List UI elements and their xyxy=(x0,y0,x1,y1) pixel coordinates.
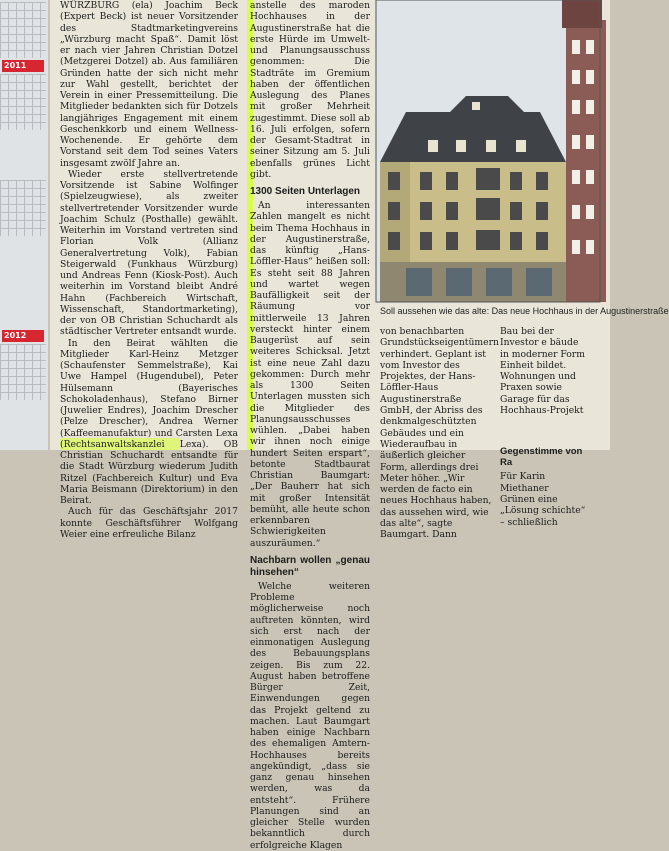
subheading: Gegenstimme von Ra xyxy=(500,446,583,469)
article-paragraph: Wieder erste stellvertretende Vorsitzende ist Sabine Wolfinger (Spielzeugwiese), als zweiter stellvertretender Vorsitzender wurde Joachim Schulz (Posthalle) gewählt. Weiterhin im Vorstand vertreten sind Florian Volk (Allianz Generalvertretung Volk), Fabian Steigerwald (Funkhaus Würzburg) und Andreas Fenn (Kiosk-Post). Auch weiterhin im Vorstand bleibt André Hahn (Fachbereich Wirtschaft, Wissenschaft, Standortmarketing), der von OB Christian Schuchardt als städtischer Vertreter entsandt wurde. xyxy=(60,168,238,338)
article-paragraph: Auch für das Geschäftsjahr 2017 konnte Geschäftsführer Wolfgang Weier eine erfreuliche Bilanz xyxy=(60,506,238,540)
article-column-bottom-right xyxy=(500,326,586,528)
article-paragraph: Bau bei der Investor e bäude in moderner Form Einheit bildet. Wohnungen und Praxen sowie Garage für das Hochhaus-Projekt xyxy=(500,326,585,417)
article-paragraph: In den Beirat wählten die Mitglieder Karl-Heinz Metzger (Schaufenster Semmelstraße), Kai Uwe Hampel (Hugendubel), Peter Hülsemann (Bayerisches Schokoladenhaus), Stefano Birner (Juwelier Endres), Joachim Drescher (Pelze Drescher), Andrea Werner (Kaffeemanufaktur) und Carsten Lexa (Rechtsanwaltskanzlei Lexa). OB Christian Schuchardt entsandte für die Stadt Würzburg wiederum Judith Ritzel (Fachbereich Kultur) und Eva Maria Beismann (Direktorium) in den Beirat. xyxy=(60,337,238,506)
subheading: Nachbarn wollen „genau hinsehen“ xyxy=(250,554,370,578)
article-paragraph: Für Karin Miethaner Grünen eine „Lösung schichte“ – schließlich xyxy=(500,471,586,528)
article-column-hochhaus xyxy=(250,0,370,851)
building-photo xyxy=(376,0,600,302)
calendar-year-label: 2012 xyxy=(2,330,44,342)
calendar-year-label: 2011 xyxy=(2,60,44,72)
building-illustration xyxy=(376,0,600,302)
article-paragraph: WÜRZBURG (ela) Joachim Beck (Expert Beck) ist neuer Vorsitzender des Stadtmarketingvereins „Würzburg macht Spaß“. Damit löst er nach vier Jahren Christian Dotzel (Metzgerei Dotzel) ab. Aus familiären Gründen hatte der sich nicht mehr zur Wahl gestellt, berichtet der Verein in einer Pressemitteilung. Die Mitglieder bedankten sich für Dotzels langjähriges Engagement mit einem Geschenkkorb und einem Wellness-Wochenende. Er gehörte dem Vorstand seit dem Tod seines Vaters insgesamt zwölf Jahre an. xyxy=(60,0,238,169)
article-column-stadtmarketing xyxy=(60,0,238,540)
article-paragraph: Welche weiteren Probleme möglicherweise noch auftreten könnten, wird sich erst nach der einmonatigen Auslegung des Bebauungsplans zeigen. Bis zum 22. August haben betroffene Bürger Zeit, Einwendungen gegen das Projekt geltend zu machen. Laut Baumgart haben einige Nachbarn des ehemaligen Amtern-Hochhauses bereits angekündigt, „dass sie ganz genau hinsehen werden, was da entsteht“. Frühere Planungen sind an gleicher Stelle wurden bekanntlich durch erfolgreiche Klagen xyxy=(250,580,370,851)
subheading: 1300 Seiten Unterlagen xyxy=(250,186,361,197)
photo-caption: Soll aussehen wie das alte: Das neue Hochhaus in der Augustinerstraße xyxy=(380,306,669,316)
article-column-bottom: von benachbarten Grundstückseigentümern verhindert. Geplant ist vom Investor des Projektes, der Hans-Löffler-Haus Augustinerstraße GmbH, der Abriss des denkmalgeschützten Gebäudes und ein Wiederaufbau in äußerlich gleicher Form, allerdings drei Meter höher. „Wir werden de facto ein neues Hochhaus haben, das aussehen wird, wie das alte“, sagte Baumgart. Dann xyxy=(380,326,499,541)
article-paragraph: anstelle des maroden Hochhauses in der Augustinerstraße hat die erste Hürde im Umwelt- und Planungsausschuss genommen: Die Stadträte im Gremium haben der öffentlichen Auslegung des Planes mit großer Mehrheit zugestimmt. Diese soll ab 16. Juli erfolgen, sofern der Gesamt-Stadtrat in seiner Sitzung am 5. Juli ebenfalls grünes Licht gibt. xyxy=(250,0,370,180)
background-calendar xyxy=(0,0,48,450)
article-paragraph: An interessanten Zahlen mangelt es nicht beim Thema Hochhaus in der Augustinerstraße, das künftig „Hans-Löffler-Haus“ heißen soll: Es steht seit 88 Jahren und wartet wegen Baufälligkeit seit der Räumung vor mittlerweile 13 Jahren versteckt hinter einem Baugerüst auf sein weiteres Schicksal. Jetzt ist eine neue Zahl dazu gekommen: Durch mehr als 1300 Seiten Unterlagen mussten sich die Mitglieder des Planungsausschusses wühlen. „Dabei haben wir ihnen noch einige hundert Seiten erspart“, betonte Stadtbaurat Christian Baumgart: „Der Bauherr hat sich mit großer Intensität bemüht, alle heute schon erkennbaren Schwierigkeiten auszuräumen.“ xyxy=(250,200,370,549)
